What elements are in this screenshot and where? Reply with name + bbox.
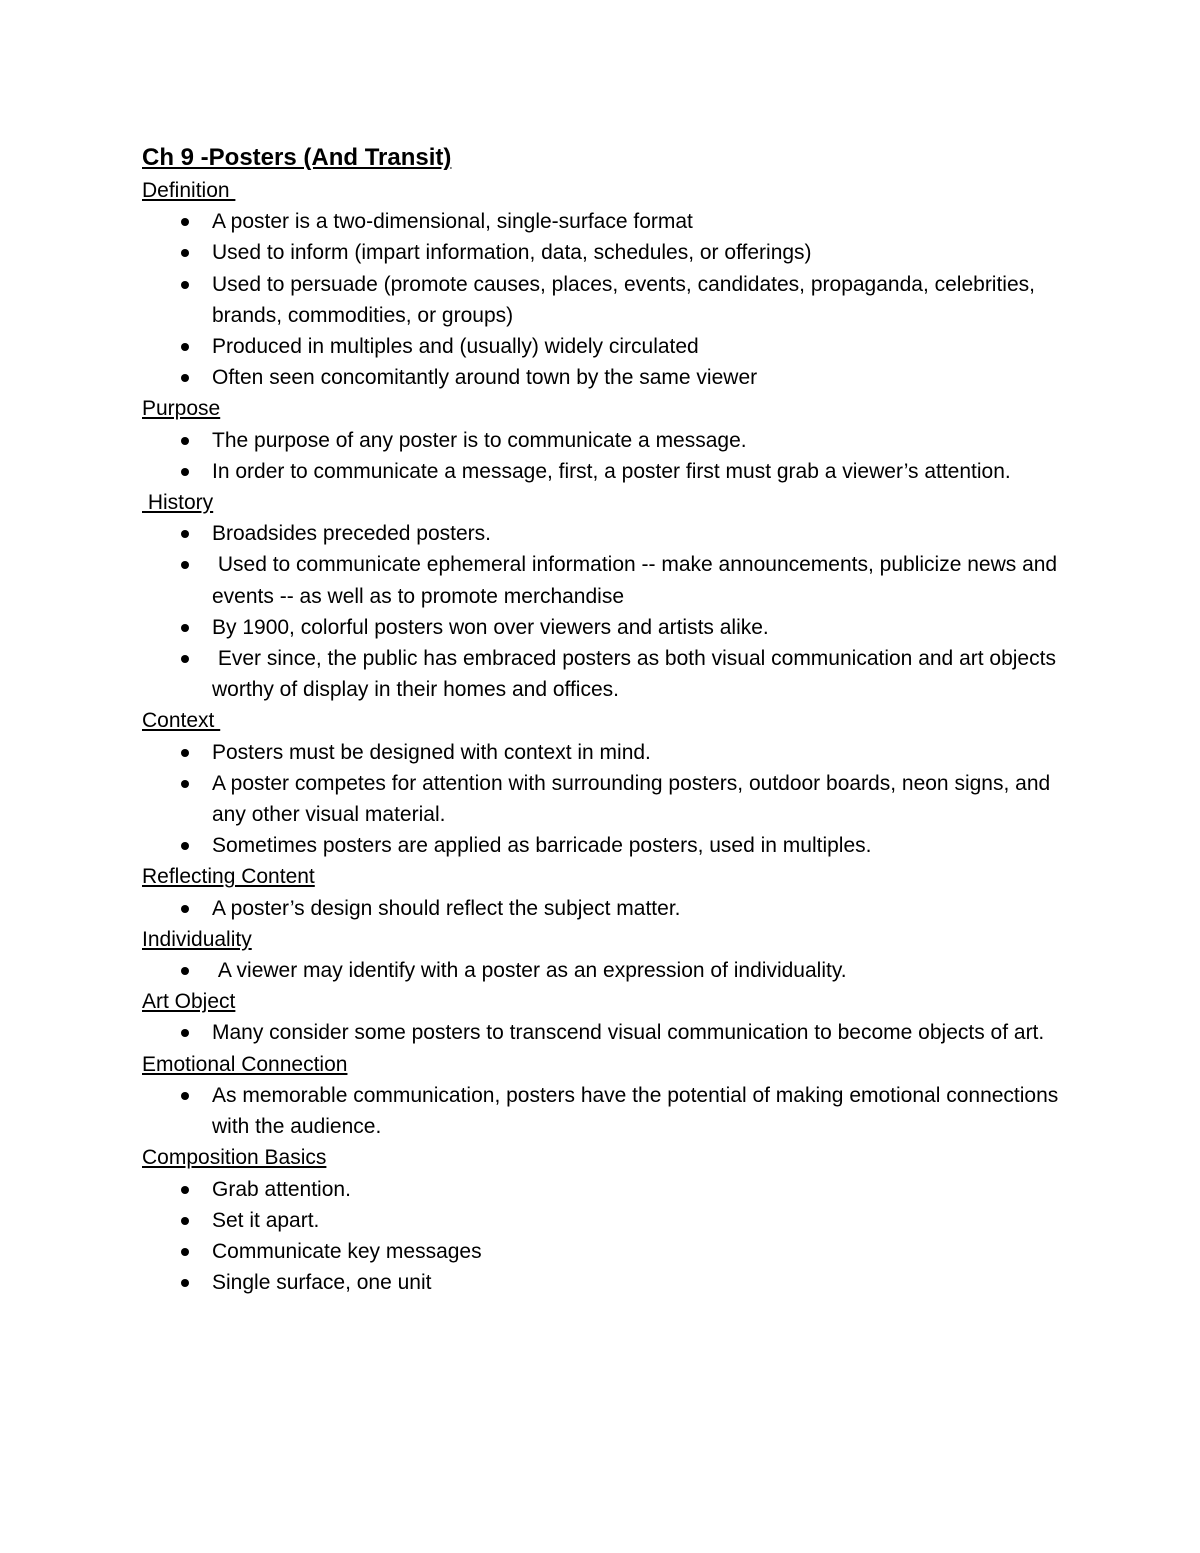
section-heading: Definition bbox=[142, 179, 236, 202]
section-heading: Individuality bbox=[142, 927, 252, 951]
document-sections bbox=[142, 175, 1142, 1298]
section-heading: Emotional Connection bbox=[142, 1052, 348, 1076]
list-item bbox=[142, 331, 1082, 362]
list-item bbox=[142, 1205, 1082, 1236]
list-item-text: Many consider some posters to transcend visual communication to become objects of art. bbox=[212, 1021, 1045, 1045]
list-item-text: As memorable communication, posters have the potential of making emotional connections with the audience. bbox=[212, 1083, 1065, 1139]
bullet-icon bbox=[181, 561, 189, 569]
list-item-text: Used to persuade (promote causes, places, events, candidates, propaganda, celebrities, brands, commodities, or groups) bbox=[212, 272, 1041, 327]
list-item-text: Sometimes posters are applied as barricade posters, used in multiples. bbox=[212, 834, 872, 858]
list-item-text: Communicate key messages bbox=[212, 1239, 482, 1263]
list-item bbox=[142, 955, 1082, 986]
list-item-text: In order to communicate a message, first, a poster first must grab a viewer’s attention. bbox=[212, 459, 1011, 483]
bullet-icon bbox=[181, 1029, 189, 1037]
list-item bbox=[142, 1017, 1082, 1048]
list-item-text: A viewer may identify with a poster as an expression of individuality. bbox=[212, 959, 847, 983]
section-heading: Art Object bbox=[142, 990, 236, 1014]
list-item bbox=[142, 518, 1082, 549]
bullet-icon bbox=[181, 530, 189, 538]
list-item-text: Ever since, the public has embraced posters as both visual communication and art objects worthy of display in their homes and offices. bbox=[212, 647, 1062, 702]
list-item-text: By 1900, colorful posters won over viewers and artists alike. bbox=[212, 615, 769, 639]
bullet-list bbox=[142, 1174, 1142, 1299]
list-item bbox=[142, 206, 1082, 237]
list-item bbox=[142, 768, 1082, 830]
bullet-list bbox=[142, 737, 1142, 862]
bullet-icon bbox=[181, 218, 189, 226]
list-item bbox=[142, 893, 1082, 924]
bullet-icon bbox=[181, 343, 189, 351]
bullet-icon bbox=[181, 1092, 189, 1100]
list-item bbox=[142, 1174, 1082, 1205]
section-heading: Context bbox=[142, 709, 221, 733]
list-item bbox=[142, 425, 1082, 456]
list-item-text: Single surface, one unit bbox=[212, 1271, 432, 1295]
section bbox=[142, 487, 1142, 705]
bullet-list bbox=[142, 1080, 1142, 1142]
bullet-list bbox=[142, 893, 1142, 924]
bullet-icon bbox=[181, 1279, 189, 1287]
bullet-icon bbox=[181, 655, 189, 663]
section bbox=[142, 1142, 1142, 1298]
bullet-icon bbox=[181, 437, 189, 445]
list-item bbox=[142, 612, 1082, 643]
list-item bbox=[142, 1236, 1082, 1267]
bullet-icon bbox=[181, 780, 189, 788]
section-heading: Reflecting Content bbox=[142, 865, 315, 889]
section bbox=[142, 861, 1142, 923]
bullet-icon bbox=[181, 1248, 189, 1256]
list-item-text: Produced in multiples and (usually) widely circulated bbox=[212, 335, 699, 359]
list-item-text: Posters must be designed with context in mind. bbox=[212, 740, 651, 764]
list-item bbox=[142, 237, 1082, 268]
section-heading: Purpose bbox=[142, 397, 221, 421]
bullet-list bbox=[142, 206, 1142, 393]
bullet-icon bbox=[181, 1186, 189, 1194]
list-item bbox=[142, 1080, 1082, 1142]
list-item-text: Set it apart. bbox=[212, 1208, 320, 1232]
list-item-text: Broadsides preceded posters. bbox=[212, 522, 491, 546]
list-item-text: Grab attention. bbox=[212, 1177, 351, 1201]
document-title: Ch 9 -Posters (And Transit) bbox=[142, 144, 452, 171]
bullet-icon bbox=[181, 842, 189, 850]
bullet-list bbox=[142, 518, 1142, 705]
list-item bbox=[142, 456, 1082, 487]
list-item bbox=[142, 643, 1082, 705]
list-item-text: Often seen concomitantly around town by the same viewer bbox=[212, 366, 758, 390]
section bbox=[142, 1049, 1142, 1143]
bullet-icon bbox=[181, 249, 189, 257]
list-item-text: Used to inform (impart information, data, schedules, or offerings) bbox=[212, 241, 812, 265]
section bbox=[142, 986, 1142, 1048]
document-page bbox=[142, 141, 1142, 1298]
list-item bbox=[142, 269, 1082, 331]
list-item bbox=[142, 549, 1082, 611]
section bbox=[142, 705, 1142, 861]
bullet-icon bbox=[181, 624, 189, 632]
bullet-icon bbox=[181, 281, 189, 289]
bullet-icon bbox=[181, 374, 189, 382]
list-item-text: Used to communicate ephemeral information -- make announcements, publicize news and events -- as well as to promote merchandise bbox=[212, 553, 1063, 608]
bullet-list bbox=[142, 425, 1142, 487]
bullet-icon bbox=[181, 905, 189, 913]
list-item bbox=[142, 830, 1082, 861]
section-heading: History bbox=[142, 491, 214, 515]
list-item bbox=[142, 362, 1082, 393]
list-item-text: The purpose of any poster is to communicate a message. bbox=[212, 428, 747, 452]
list-item bbox=[142, 737, 1082, 768]
section bbox=[142, 924, 1142, 986]
section bbox=[142, 175, 1142, 393]
list-item-text: A poster’s design should reflect the subject matter. bbox=[212, 896, 681, 920]
list-item bbox=[142, 1267, 1082, 1298]
bullet-icon bbox=[181, 967, 189, 975]
section-heading: Composition Basics bbox=[142, 1146, 327, 1170]
bullet-icon bbox=[181, 468, 189, 476]
bullet-icon bbox=[181, 1217, 189, 1225]
list-item-text: A poster is a two-dimensional, single-surface format bbox=[212, 210, 693, 234]
bullet-icon bbox=[181, 749, 189, 757]
list-item-text: A poster competes for attention with surrounding posters, outdoor boards, neon signs, and any other visual material. bbox=[212, 771, 1057, 827]
section bbox=[142, 393, 1142, 487]
bullet-list bbox=[142, 1017, 1142, 1048]
bullet-list bbox=[142, 955, 1142, 986]
